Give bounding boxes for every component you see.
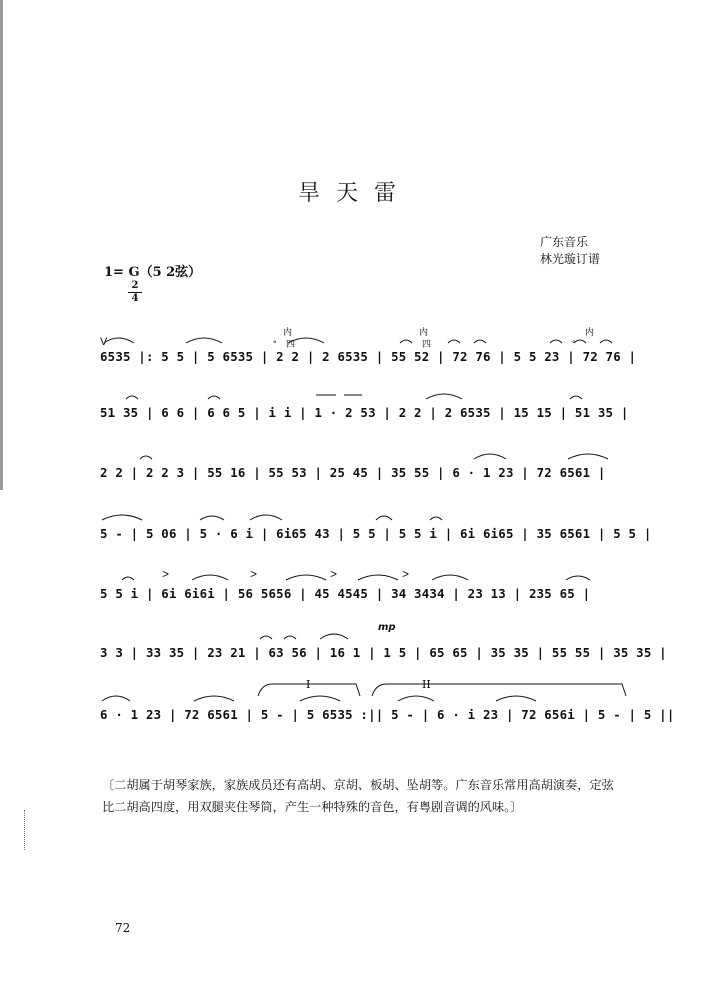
slur: [400, 340, 412, 343]
score-row-7: [100, 703, 675, 731]
accent-mark: >: [402, 567, 410, 581]
slur: [122, 577, 134, 580]
position-mark-2: 四: [422, 339, 432, 349]
page-number: 72: [115, 921, 131, 935]
slur: [104, 338, 134, 343]
slur: [376, 516, 392, 520]
harmonic-mark-2: °: [572, 339, 576, 349]
time-signature-numerator: 2: [128, 281, 142, 293]
slur: [568, 454, 608, 459]
score-row-4-slurs: [100, 504, 652, 560]
score-row-2: [100, 401, 640, 429]
slur: [284, 636, 296, 639]
key-signature: 1= G（5 2弦）: [104, 265, 202, 280]
score-row-1: [100, 345, 640, 373]
score-row-5-slurs: [100, 564, 640, 620]
volta-1-label: I: [306, 678, 311, 691]
slur: [432, 575, 468, 580]
score-row-2-text: 51 35 | 6 6 | 6 6 5 | i i | 1 · 2 53 | 2 2 | 2 6535 | 15 15 | 51 35 |: [100, 405, 629, 420]
slur: [398, 696, 434, 701]
score-row-3-text: 2 2 | 2 2 3 | 55 16 | 55 53 | 25 45 | 35 55 | 6 · 1 23 | 72 6561 |: [100, 465, 606, 480]
harmonic-mark-text: °: [273, 339, 277, 349]
finger-mark-text: 内: [283, 327, 293, 337]
slur: [570, 396, 582, 399]
finger-mark-2: 内: [419, 327, 429, 337]
score-row-6-slurs: [100, 623, 667, 679]
slur: [186, 338, 222, 343]
score-row-4: [100, 522, 652, 550]
source-credit: [540, 234, 600, 268]
score-row-7-slurs: [100, 685, 675, 741]
bow-mark-text: V: [100, 336, 108, 348]
slur: [496, 696, 536, 701]
score-row-6: [100, 641, 667, 669]
slur: [102, 515, 142, 520]
score-row-2-slurs: [100, 383, 640, 439]
slur: [200, 516, 224, 520]
slur: [102, 696, 130, 701]
accent-mark: >: [250, 567, 258, 581]
slur: [250, 515, 282, 520]
time-signature-denominator: 4: [131, 293, 139, 304]
score-row-3-slurs: [100, 443, 640, 499]
slur: [320, 634, 348, 639]
score-row-1-slurs: [100, 327, 640, 383]
score-row-5-text: 5 5 i | 6i 6i6i | 56 5656 | 45 4545 | 34 3434 | 23 13 | 235 65 |: [100, 586, 591, 601]
slur: [426, 394, 462, 399]
page-title: 旱天雷: [297, 181, 412, 206]
slur: [566, 576, 590, 580]
slur: [300, 696, 340, 701]
score-row-7-text: 6 · 1 23 | 72 6561 | 5 - | 5 6535 :|| 5 - | 6 · i 23 | 72 656i | 5 - | 5 ||: [100, 707, 675, 722]
slur: [600, 340, 612, 343]
time-signature: [128, 281, 142, 304]
margin-marks: [24, 810, 26, 850]
score-row-6-text: 3 3 | 33 35 | 23 21 | 63 56 | 16 1 | 1 5 | 65 65 | 35 35 | 55 55 | 35 35 |: [100, 645, 667, 660]
page-edge-line: [0, 0, 3, 490]
position-mark-text: 四: [286, 339, 296, 349]
score-row-1-text: 6535 |: 5 5 | 5 6535 | 2 2 | 2 6535 | 55 52 | 72 76 | 5 5 23 | 72 76 |: [100, 349, 637, 364]
accent-mark: >: [330, 567, 338, 581]
source-genre: 广东音乐: [540, 235, 589, 249]
footnote: 〔二胡属于胡琴家族，家族成员还有高胡、京胡、板胡、坠胡等。广东音乐常用高胡演奏，定弦比二胡高四度，用双腿夹住琴筒，产生一种特殊的音色，有粤剧音调的风味。〕: [102, 778, 614, 814]
slur: [288, 338, 324, 343]
slur: [358, 575, 398, 580]
slur: [126, 396, 138, 399]
slur: [550, 340, 562, 343]
slur: [194, 696, 234, 701]
slur: [574, 340, 586, 343]
slur: [208, 396, 220, 399]
score-row-3: [100, 461, 640, 489]
dynamic-mark: mp: [378, 622, 396, 633]
source-editor: 林光璇订谱: [540, 252, 601, 266]
slur: [474, 454, 506, 459]
volta-2-label: II: [422, 678, 431, 691]
score-row-5: [100, 567, 640, 610]
slur: [260, 636, 272, 639]
slur: [140, 456, 152, 459]
slur: [286, 575, 326, 580]
score-row-4-text: 5 - | 5 06 | 5 · 6 i | 6i65 43 | 5 5 | 5 5 i | 6i 6i65 | 35 6561 | 5 5 |: [100, 526, 652, 541]
accent-mark: >: [162, 567, 170, 581]
slur: [430, 517, 442, 520]
slur: [448, 340, 460, 343]
slur: [474, 340, 486, 343]
finger-mark-3: 内: [585, 327, 595, 337]
slur: [192, 575, 228, 580]
